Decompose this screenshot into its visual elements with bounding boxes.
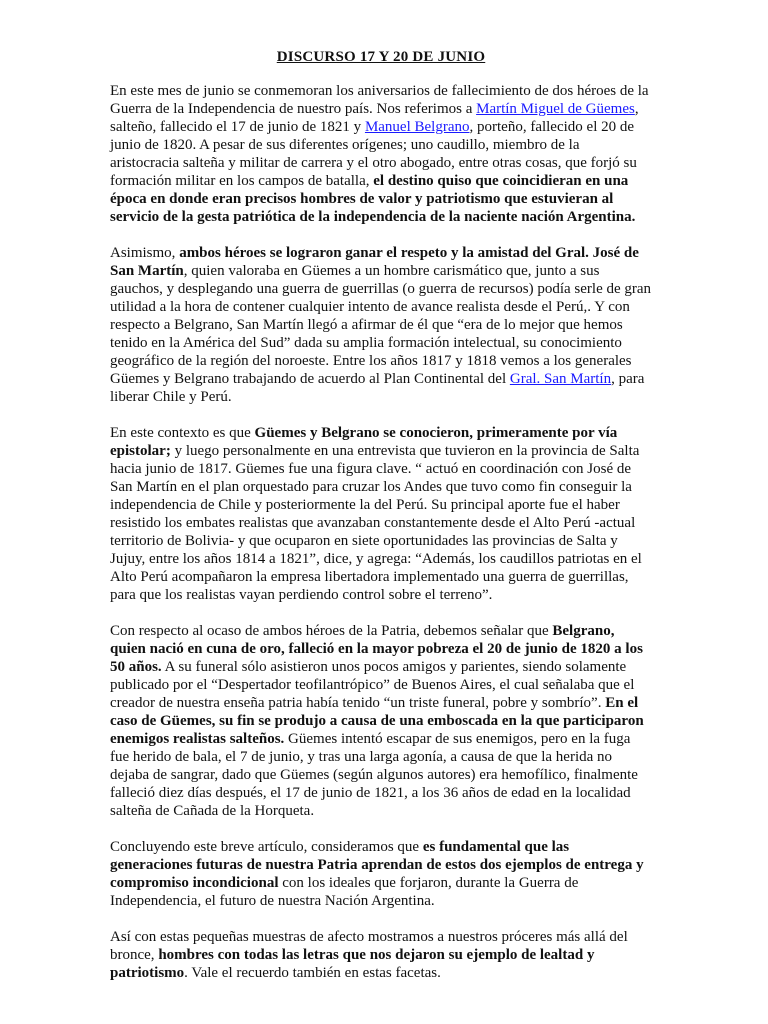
link-martin-miguel-de-guemes[interactable]: Martín Miguel de Güemes: [476, 101, 635, 117]
p3-bold-1: Güemes y Belgrano se conocieron, primeramente por vía epistolar;: [110, 425, 618, 459]
p6-bold-1: hombres con todas las letras que nos dejaron su ejemplo de lealtad y patriotismo: [110, 947, 595, 981]
p6-text-1: Así con estas pequeñas muestras de afecto mostramos a nuestros próceres más allá del bronce,: [110, 929, 628, 963]
p3-text-2: y luego personalmente en una entrevista que tuvieron en la provincia de Salta hacia junio de 1817. Güemes fue una figura clave. “ actuó en coordinación con José de San Martín en el plan orquestado para cruzar los Andes que tuvo como fin conseguir la independencia de Chile y posteriormente la del Perú. Su principal aporte fue el haber resistido los embates realistas que avanzaban constantemente desde el Alto Perú -actual territorio de Bolivia- y que ocuparon en siete oportunidades las provincias de Salta y Jujuy, entre los años 1814 a 1821”, dice, y agrega: “Además, los caudillos patriotas en el Alto Perú acompañaron la empresa libertadora implementado una guerra de guerrillas, para que los realistas vayan perdiendo control sobre el terreno”.: [110, 443, 642, 603]
p5-bold-1: es fundamental que las generaciones futuras de nuestra Patria aprendan de estos dos ejemplos de entrega y compromiso incondicional: [110, 839, 644, 891]
document-title: DISCURSO 17 Y 20 DE JUNIO: [276, 49, 486, 65]
paragraph-2: [110, 244, 652, 406]
paragraph-1: [110, 82, 652, 226]
p6-text-2: . Vale el recuerdo también en estas facetas.: [184, 965, 441, 981]
document-page: [110, 48, 652, 1000]
p5-text-1: Concluyendo este breve artículo, consideramos que: [110, 839, 423, 855]
paragraph-5: [110, 838, 652, 910]
p4-text-2: A su funeral sólo asistieron unos pocos amigos y parientes, siendo solamente publicado por el “Despertador teofilantrópico” de Buenos Aires, el cual señalaba que el creador de nuestra enseña patria había tenido “un triste funeral, pobre y sombrío”.: [110, 659, 635, 711]
paragraph-4: [110, 622, 652, 820]
p4-text-1: Con respecto al ocaso de ambos héroes de la Patria, debemos señalar que: [110, 623, 553, 639]
p4-bold-1: Belgrano, quien nació en cuna de oro, falleció en la mayor pobreza el 20 de junio de 1820 a los 50 años.: [110, 623, 643, 675]
link-gral-san-martin[interactable]: Gral. San Martín: [509, 371, 612, 387]
p1-bold-1: el destino quiso que coincidieran en una época en donde eran precisos hombres de valor y patriotismo que estuvieran al servicio de la gesta patriótica de la independencia de la naciente nación Argentina.: [110, 173, 636, 225]
link-manuel-belgrano[interactable]: Manuel Belgrano: [364, 119, 470, 135]
p2-text-1: Asimismo,: [110, 245, 180, 261]
p1-text-2: , salteño, fallecido el 17 de junio de 1821 y: [110, 101, 639, 135]
p5-text-2: con los ideales que forjaron, durante la Guerra de Independencia, el futuro de nuestra Nación Argentina.: [110, 875, 579, 909]
p4-text-3: Güemes intentó escapar de sus enemigos, pero en la fuga fue herido de bala, el 7 de junio, y tras una larga agonía, a causa de que la herida no dejaba de sangrar, dado que Güemes (según algunos autores) era hemofílico, finalmente falleció diez días después, el 17 de junio de 1821, a los 36 años de edad en la localidad salteña de Cañada de la Horqueta.: [110, 731, 638, 819]
p1-text-1: En este mes de junio se conmemoran los aniversarios de fallecimiento de dos héroes de la Guerra de la Independencia de nuestro país. Nos referimos a: [110, 83, 649, 117]
paragraph-3: [110, 424, 652, 604]
p4-bold-2: En el caso de Güemes, su fin se produjo a causa de una emboscada en la que participaron enemigos realistas salteños.: [110, 695, 644, 747]
p1-text-3: , porteño, fallecido el 20 de junio de 1820. A pesar de sus diferentes orígenes; uno caudillo, miembro de la aristocracia salteña y militar de carrera y el otro abogado, entre otras cosas, que forjó su formación militar en los campos de batalla,: [110, 119, 637, 189]
p2-text-3: , para liberar Chile y Perú.: [110, 371, 645, 405]
p2-text-2: , quien valoraba en Güemes a un hombre carismático que, junto a sus gauchos, y desplegando una guerra de guerrillas (o guerra de recursos) podía serle de gran utilidad a la hora de contener cualquier intento de avance realista desde el Perú,. Y con respecto a Belgrano, San Martín llegó a afirmar de él que “era de lo mejor que hemos tenido en la América del Sud” dada su amplia formación intelectual, su conocimiento geográfico de la región del noroeste. Entre los años 1817 y 1818 vemos a los generales Güemes y Belgrano trabajando de acuerdo al Plan Continental del: [110, 263, 652, 387]
paragraph-6: [110, 928, 652, 982]
p3-text-1: En este contexto es que: [110, 425, 255, 441]
p2-bold-1: ambos héroes se lograron ganar el respeto y la amistad del Gral. José de San Martín: [110, 245, 639, 279]
